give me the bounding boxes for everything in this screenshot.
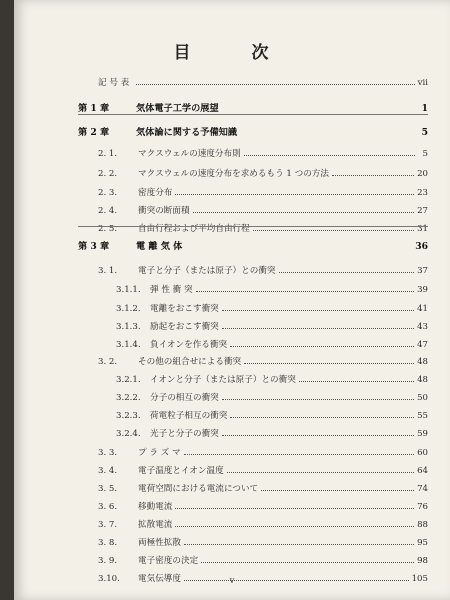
- toc-entry-title: 電 離 気 体: [136, 241, 183, 252]
- toc-entry-title: 気体電子工学の展望: [136, 103, 219, 114]
- toc-page-number: 55: [417, 411, 428, 421]
- dot-leader: [222, 328, 414, 329]
- toc-page-number: 48: [417, 375, 428, 385]
- toc-number: 3.2.2.: [116, 393, 141, 403]
- dot-leader: [175, 194, 414, 195]
- toc-subsection-row: [116, 407, 428, 421]
- dot-leader: [332, 175, 414, 176]
- toc-entry-title: 電気伝導度: [138, 574, 181, 584]
- toc-entry-title: 電子と分子（または原子）との衝突: [138, 266, 276, 276]
- toc-number: 3. 9.: [98, 556, 118, 566]
- dot-leader: [222, 399, 414, 400]
- dot-leader: [222, 310, 414, 311]
- toc-section-row: [98, 202, 428, 216]
- toc-section-row: [98, 145, 428, 159]
- page-title: 目 次: [173, 43, 291, 63]
- toc-number: 3.1.1.: [116, 285, 141, 295]
- toc-entry-title: 分子の相互の衝突: [150, 393, 219, 403]
- toc-entry-title: 光子と分子の衝突: [150, 429, 219, 439]
- toc-number: 3. 5.: [98, 484, 118, 494]
- toc-section-row: [98, 74, 428, 88]
- toc-entry-title: 励起をおこす衝突: [150, 322, 219, 332]
- dot-leader: [193, 212, 414, 213]
- toc-entry-title: 気体論に関する予備知識: [136, 127, 238, 138]
- toc-page-number: 59: [417, 429, 428, 439]
- toc-number: 第 3 章: [78, 241, 110, 252]
- toc-entry-title: 負イオンを作る衝突: [150, 340, 228, 350]
- toc-entry-title: 荷電粒子相互の衝突: [150, 411, 228, 421]
- toc-entry-title: 移動電流: [138, 502, 173, 512]
- dot-leader: [136, 84, 414, 85]
- toc-number: 2. 4.: [98, 206, 118, 216]
- toc-subsection-row: [116, 336, 428, 350]
- toc-chapter-row: [78, 124, 428, 138]
- toc-number: 3.1.3.: [116, 322, 141, 332]
- toc-section-row: [98, 444, 428, 458]
- toc-entry-title: イオンと分子（または原子）との衝突: [150, 375, 296, 385]
- toc-entry-title: 電子温度とイオン温度: [138, 466, 224, 476]
- toc-entry-title: 両極性拡散: [138, 538, 181, 548]
- dot-leader: [175, 508, 414, 509]
- toc-page-number: 105: [411, 574, 428, 584]
- toc-number: 3. 1.: [98, 266, 118, 276]
- toc-entry-title: 弾 性 衝 突: [150, 285, 193, 295]
- toc-section-row: [98, 552, 428, 566]
- toc-section-row: [98, 498, 428, 512]
- dot-leader: [227, 472, 414, 473]
- toc-section-row: [98, 462, 428, 476]
- toc-chapter-row: [78, 238, 428, 252]
- toc-page-number: 98: [417, 556, 428, 566]
- toc-number: 3.10.: [98, 574, 120, 584]
- toc-number: 3. 3.: [98, 448, 118, 458]
- toc-page-number: 41: [417, 304, 428, 314]
- dot-leader: [184, 544, 414, 545]
- toc-section-row: [98, 220, 428, 234]
- section-divider: [78, 226, 428, 227]
- toc-page-number: 88: [417, 520, 428, 530]
- toc-section-row: [98, 516, 428, 530]
- toc-page-number: 76: [417, 502, 428, 512]
- toc-entry-title: 衝突の断面積: [138, 206, 190, 216]
- dot-leader: [230, 346, 414, 347]
- dot-leader: [299, 381, 414, 382]
- toc-chapter-row: [78, 100, 428, 114]
- toc-subsection-row: [116, 300, 428, 314]
- toc-entry-title: 密度分布: [138, 188, 173, 198]
- toc-number: 3.2.4.: [116, 429, 141, 439]
- toc-page-number: vii: [417, 78, 428, 88]
- toc-section-row: [98, 262, 428, 276]
- toc-number: 3. 8.: [98, 538, 118, 548]
- toc-page-number: 74: [417, 484, 428, 494]
- dot-leader: [201, 562, 414, 563]
- dot-leader: [244, 363, 414, 364]
- toc-page-number: 23: [417, 188, 428, 198]
- toc-number: 第 1 章: [78, 103, 110, 114]
- dot-leader: [279, 272, 415, 273]
- toc-number: 2. 3.: [98, 188, 118, 198]
- toc-page-number: 5: [422, 149, 428, 159]
- toc-page-number: 27: [417, 206, 428, 216]
- toc-page-number: 37: [417, 266, 428, 276]
- dot-leader: [175, 526, 414, 527]
- toc-subsection-row: [116, 389, 428, 403]
- toc-number: 3.1.2.: [116, 304, 141, 314]
- section-divider: [78, 114, 428, 115]
- book-page: [14, 0, 450, 600]
- toc-number: 3. 7.: [98, 520, 118, 530]
- toc-page-number: 1: [421, 103, 428, 114]
- toc-number: 3.2.3.: [116, 411, 141, 421]
- toc-section-row: [98, 353, 428, 367]
- toc-entry-title: マクスウェルの速度分布を求めるもう 1 つの方法: [138, 169, 329, 179]
- toc-subsection-row: [116, 281, 428, 295]
- toc-page-number: 60: [417, 448, 428, 458]
- dot-leader: [196, 291, 414, 292]
- toc-page-number: 43: [417, 322, 428, 332]
- dot-leader: [240, 134, 415, 135]
- toc-section-row: [98, 534, 428, 548]
- toc-page-number: 95: [417, 538, 428, 548]
- dot-leader: [222, 435, 414, 436]
- toc-section-row: [98, 165, 428, 179]
- dot-leader: [244, 155, 415, 156]
- toc-number: 3.1.4.: [116, 340, 141, 350]
- toc-number: 3. 2.: [98, 357, 118, 367]
- dot-leader: [253, 230, 414, 231]
- toc-page-number: 47: [417, 340, 428, 350]
- toc-number: 記 号 表: [98, 78, 130, 88]
- toc-page-number: 39: [417, 285, 428, 295]
- toc-page-number: 36: [415, 241, 428, 252]
- toc-page-number: 20: [417, 169, 428, 179]
- dot-leader: [185, 248, 412, 249]
- toc-entry-title: マクスウェルの速度分布則: [138, 149, 241, 159]
- toc-section-row: [98, 480, 428, 494]
- dot-leader: [261, 490, 414, 491]
- toc-number: 2. 5.: [98, 224, 118, 234]
- toc-page-number: 31: [417, 224, 428, 234]
- toc-entry-title: 電離をおこす衝突: [150, 304, 219, 314]
- toc-number: 第 2 章: [78, 127, 110, 138]
- dot-leader: [230, 417, 414, 418]
- toc-entry-title: 自由行程および平均自由行程: [138, 224, 250, 234]
- toc-number: 3. 6.: [98, 502, 118, 512]
- toc-page-number: 48: [417, 357, 428, 367]
- toc-subsection-row: [116, 425, 428, 439]
- toc-number: 3.2.1.: [116, 375, 141, 385]
- toc-subsection-row: [116, 318, 428, 332]
- toc-entry-title: その他の組合せによる衝突: [138, 357, 242, 367]
- toc-number: 2. 1.: [98, 149, 118, 159]
- toc-entry-title: 電子密度の決定: [138, 556, 199, 566]
- toc-number: 3. 4.: [98, 466, 118, 476]
- page-number: v: [229, 576, 235, 585]
- dot-leader: [184, 454, 414, 455]
- toc-number: 2. 2.: [98, 169, 118, 179]
- toc-entry-title: 電荷空間における電流について: [138, 484, 259, 494]
- toc-page-number: 50: [417, 393, 428, 403]
- toc-section-row: [98, 184, 428, 198]
- toc-page-number: 5: [421, 127, 428, 138]
- toc-entry-title: プ ラ ズ マ: [138, 448, 181, 458]
- dot-leader: [222, 110, 415, 111]
- toc-page-number: 64: [417, 466, 428, 476]
- toc-subsection-row: [116, 371, 428, 385]
- toc-entry-title: 拡散電流: [138, 520, 173, 530]
